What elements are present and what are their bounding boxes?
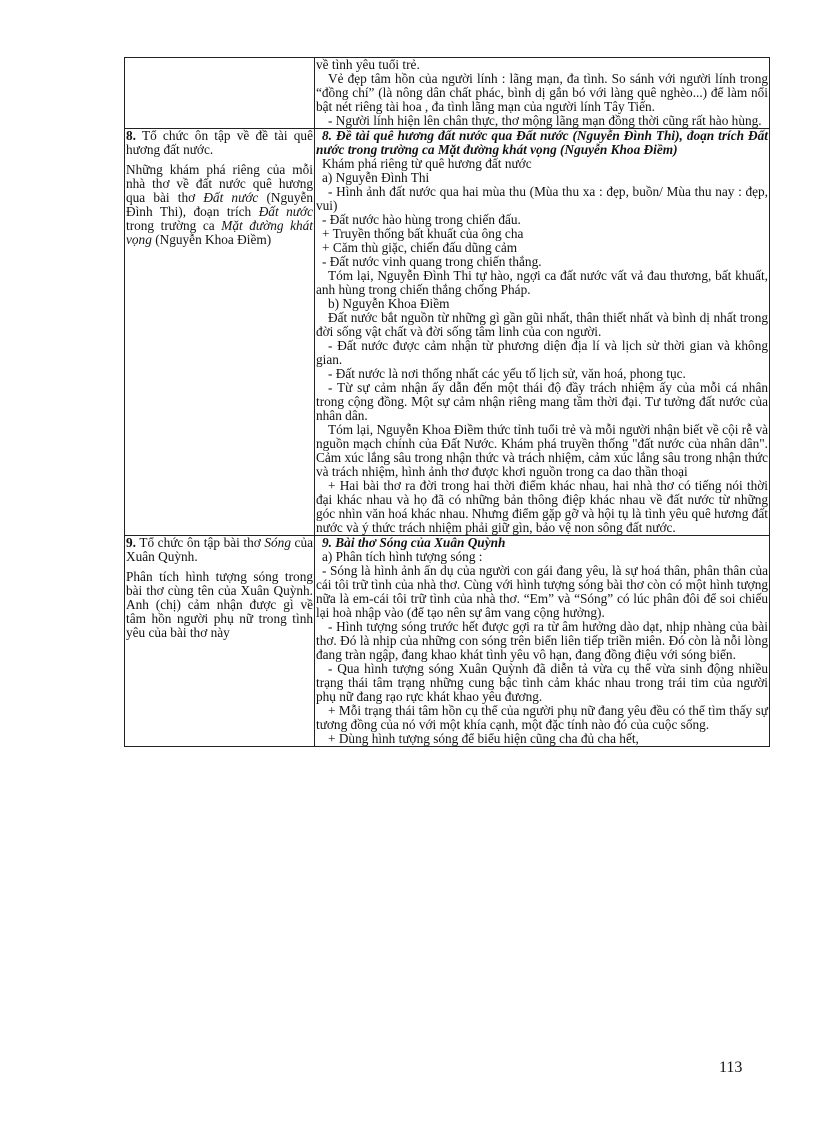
left-title-text: của Xuân Quỳnh. xyxy=(126,535,313,564)
lesson-table xyxy=(124,57,770,747)
paragraph: Tóm lại, Nguyễn Khoa Điềm thức tỉnh tuổi trẻ và mỗi người nhận biết về cội rễ và nguồn mạch chính của Đất Nước. Khám phá truyền thống "đất nước của nhân dân". Cảm xúc lắng sâu trong nhận thức và trách nhiệm, cảm xúc lắng sâu trong nhận thức và trách nhiệm, hình ảnh thơ được khơi nguồn trong ca dao thần thoại xyxy=(316,422,768,479)
left-cell-row2 xyxy=(125,129,315,536)
right-cell-row1 xyxy=(315,58,770,129)
work-title: Sóng xyxy=(264,535,291,550)
paragraph: + Dùng hình tượng sóng để biểu hiện cũng cha đủ cha hết, xyxy=(328,731,639,746)
section-heading: 8. Đề tài quê hương đất nước qua Đất nước (Nguyễn Đình Thi), đoạn trích Đất nước trong trường ca Mặt đường khát vọng (Nguyễn Khoa Điềm) xyxy=(316,128,768,157)
paragraph: - Sóng là hình ảnh ẩn dụ của người con gái đang yêu, là sự hoá thân, phân thân của cái tôi trữ tình của nhà thơ. Cùng với hình tượng sóng bài thơ còn có một hình tượng nữa là em-cái tôi trữ tình của nhà thơ. “Em” và “Sóng” có lúc phân đôi để soi chiếu lại hoà nhập vào (để tạo nên sự âm vang cộng hưởng). xyxy=(316,563,768,620)
left-cell-row3 xyxy=(125,536,315,747)
work-title: Mặt đường khát vọng xyxy=(126,218,313,247)
paragraph: - Qua hình tượng sóng Xuân Quỳnh đã diễn tả vừa cụ thể vừa sinh động nhiều trạng thái tâm trạng những cung bậc tình cảm khác nhau trong trái tim của người phụ nữ đang rạo rực khát khao yêu đương. xyxy=(316,661,768,704)
paragraph: b) Nguyễn Khoa Điềm xyxy=(328,296,450,311)
table-row xyxy=(125,536,770,747)
paragraph: Đất nước bắt nguồn từ những gì gần gũi nhất, thân thiết nhất và bình dị nhất trong đời sống vật chất và đời sống tâm linh của con người. xyxy=(316,310,768,339)
left-title-text: Tổ chức ôn tập về đề tài quê hương đất nước. xyxy=(126,128,313,157)
left-title xyxy=(126,536,313,564)
left-title-number: 9. xyxy=(126,535,136,550)
paragraph: + Mỗi trạng thái tâm hồn cụ thể của người phụ nữ đang yêu đều có thể tìm thấy sự tương đồng của nó với một khía cạnh, một đặc tính nào đó của cuộc sống. xyxy=(316,703,768,732)
left-body-text: trong trường ca xyxy=(126,218,215,233)
paragraph: + Truyền thống bất khuất của ông cha xyxy=(322,226,524,241)
table-row xyxy=(125,129,770,536)
paragraph: - Đất nước là nơi thống nhất các yếu tố lịch sử, văn hoá, phong tục. xyxy=(328,366,686,381)
work-title: Đất nước xyxy=(203,190,259,205)
left-body xyxy=(126,163,313,247)
left-body-text: (Nguyễn Khoa Điềm) xyxy=(155,232,272,247)
section-heading: 9. Bài thơ Sóng của Xuân Quỳnh xyxy=(322,535,506,550)
right-cell-row2 xyxy=(315,129,770,536)
left-title-number: 8. xyxy=(126,128,136,143)
paragraph: - Hình tượng sóng trước hết được gợi ra từ âm hưởng dào dạt, nhịp nhàng của bài thơ. Đó là nhịp của những con sóng trên biển liên tiếp triền miên. Đó còn là nỗi lòng đang tràn ngập, đang khao khát tình yêu vô hạn, đang đồng điệu với sóng biển. xyxy=(316,619,768,662)
left-body-text: (Nguyễn Đình Thi), đoạn trích xyxy=(126,190,314,219)
table-row xyxy=(125,58,770,129)
page-number: 113 xyxy=(719,1059,743,1076)
left-title xyxy=(126,129,313,157)
paragraph: - Đất nước vinh quang trong chiến thắng. xyxy=(322,254,542,269)
left-body-text: Những khám phá riêng của mỗi nhà thơ về đất nước quê hương qua bài thơ xyxy=(126,162,313,205)
left-title-text: Tổ chức ôn tập bài thơ xyxy=(139,535,261,550)
work-title: Đất nước xyxy=(258,204,314,219)
paragraph: về tình yêu tuổi trẻ. xyxy=(316,57,420,72)
paragraph: - Đất nước được cảm nhận từ phương diện địa lí và lịch sử thời gian và không gian. xyxy=(316,338,768,367)
paragraph: + Hai bài thơ ra đời trong hai thời điểm khác nhau, hai nhà thơ có tiếng nói thời đại khác nhau và họ đã có những bản thông điệp khác nhau về đất nước từ những góc nhìn văn hoá khác nhau. Nhưng điểm gặp gỡ và hội tụ là tình yêu quê hương đất nước và ý thức trách nhiệm phải giữ gìn, bảo vệ non sông đất nước. xyxy=(316,478,768,535)
paragraph: - Từ sự cảm nhận ấy dẫn đến một thái độ đầy trách nhiệm ấy của mỗi cá nhân trong cộng đồng. Một sự cảm nhận riêng mang tầm thời đại. Tư tưởng đất nước của nhân dân. xyxy=(316,380,768,423)
paragraph: Vẻ đẹp tâm hồn của người lính : lãng mạn, đa tình. So sánh với người lính trong “đồng chí” (là nông dân chất phác, bình dị gắn bó với làng quê nghèo...) để làm nổi bật nét riêng tài hoa , đa tình lãng mạn của người lính Tây Tiến. xyxy=(316,71,768,114)
paragraph: - Hình ảnh đất nước qua hai mùa thu (Mùa thu xa : đẹp, buồn/ Mùa thu nay : đẹp, vui) xyxy=(316,184,768,213)
paragraph: Khám phá riêng từ quê hương đất nước xyxy=(322,156,532,171)
left-cell-empty xyxy=(125,58,315,129)
right-cell-row3 xyxy=(315,536,770,747)
paragraph: - Người lính hiện lên chân thực, thơ mộng lãng mạn đồng thời cũng rất hào hùng. xyxy=(328,113,762,128)
paragraph: a) Nguyễn Đình Thi xyxy=(322,170,430,185)
paragraph: a) Phân tích hình tượng sóng : xyxy=(322,549,483,564)
paragraph: Tóm lại, Nguyễn Đình Thi tự hào, ngợi ca đất nước vất vả đau thương, bất khuất, anh hùng trong chiến thắng chống Pháp. xyxy=(316,268,768,297)
paragraph: + Căm thù giặc, chiến đấu dũng cảm xyxy=(322,240,518,255)
paragraph: - Đất nước hào hùng trong chiến đấu. xyxy=(322,212,521,227)
left-body: Phân tích hình tượng sóng trong bài thơ cùng tên của Xuân Quỳnh. Anh (chị) cảm nhận được gì về tâm hồn người phụ nữ trong tình yêu của bài thơ này xyxy=(126,569,313,640)
